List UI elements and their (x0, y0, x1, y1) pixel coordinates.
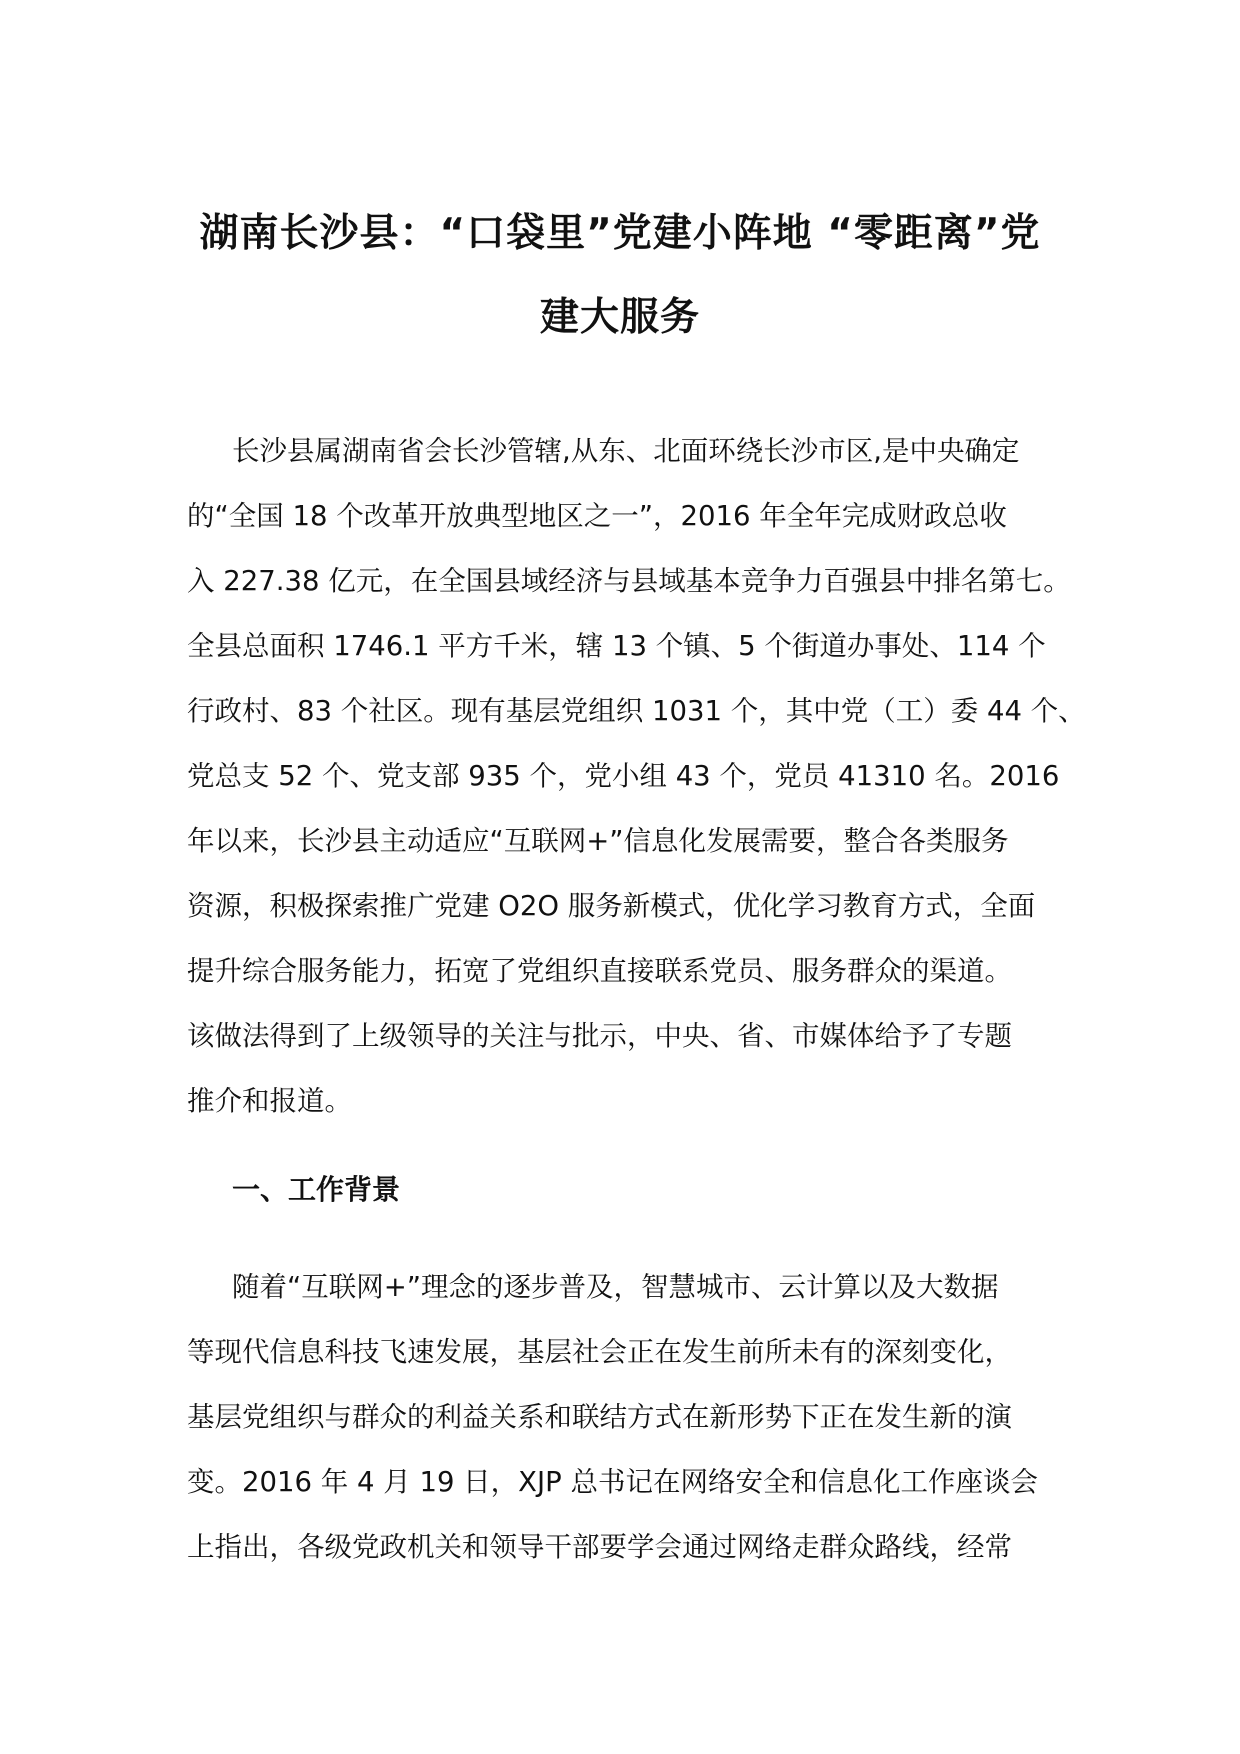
paragraph-line: 行政村、83 个社区。现有基层党组织 1031 个，其中党（工）委 44 个、 (187, 695, 1086, 727)
document-title-line-2: 建大服务 (539, 295, 700, 340)
paragraph-line: 随着“互联网+”理念的逐步普及，智慧城市、云计算以及大数据 (232, 1271, 999, 1303)
paragraph-line: 提升综合服务能力，拓宽了党组织直接联系党员、服务群众的渠道。 (187, 955, 1012, 987)
intro-paragraph (187, 419, 1086, 1134)
paragraph-line: 入 227.38 亿元，在全国县域经济与县域基本竞争力百强县中排名第七。 (187, 565, 1071, 597)
paragraph-line: 长沙县属湖南省会长沙管辖,从东、北面环绕长沙市区,是中央确定 (232, 435, 1020, 467)
paragraph-line: 资源，积极探索推广党建 O2O 服务新模式，优化学习教育方式，全面 (187, 890, 1036, 922)
paragraph-line: 年以来，长沙县主动适应“互联网+”信息化发展需要，整合各类服务 (187, 825, 1009, 857)
paragraph-line: 等现代信息科技飞速发展，基层社会正在发生前所未有的深刻变化， (187, 1336, 1012, 1368)
background-paragraph (187, 1255, 1067, 1580)
paragraph-line: 党总支 52 个、党支部 935 个，党小组 43 个，党员 41310 名。2016 (187, 760, 1060, 792)
document-title-line-1: 湖南长沙县：“口袋里”党建小阵地 “零距离”党 (199, 211, 1041, 256)
paragraph-line: 的“全国 18 个改革开放典型地区之一”，2016 年全年完成财政总收 (187, 500, 1007, 532)
document-title (180, 192, 1060, 360)
section-heading-background: 一、工作背景 (232, 1173, 401, 1206)
paragraph-line: 全县总面积 1746.1 平方千米，辖 13 个镇、5 个街道办事处、114 个 (187, 630, 1046, 662)
paragraph-line: 基层党组织与群众的利益关系和联结方式在新形势下正在发生新的演 (187, 1401, 1012, 1433)
paragraph-line: 变。2016 年 4 月 19 日，XJP 总书记在网络安全和信息化工作座谈会 (187, 1466, 1038, 1498)
paragraph-line: 推介和报道。 (187, 1085, 352, 1117)
paragraph-line: 上指出，各级党政机关和领导干部要学会通过网络走群众路线，经常 (187, 1531, 1012, 1563)
paragraph-line: 该做法得到了上级领导的关注与批示，中央、省、市媒体给予了专题 (187, 1020, 1012, 1052)
